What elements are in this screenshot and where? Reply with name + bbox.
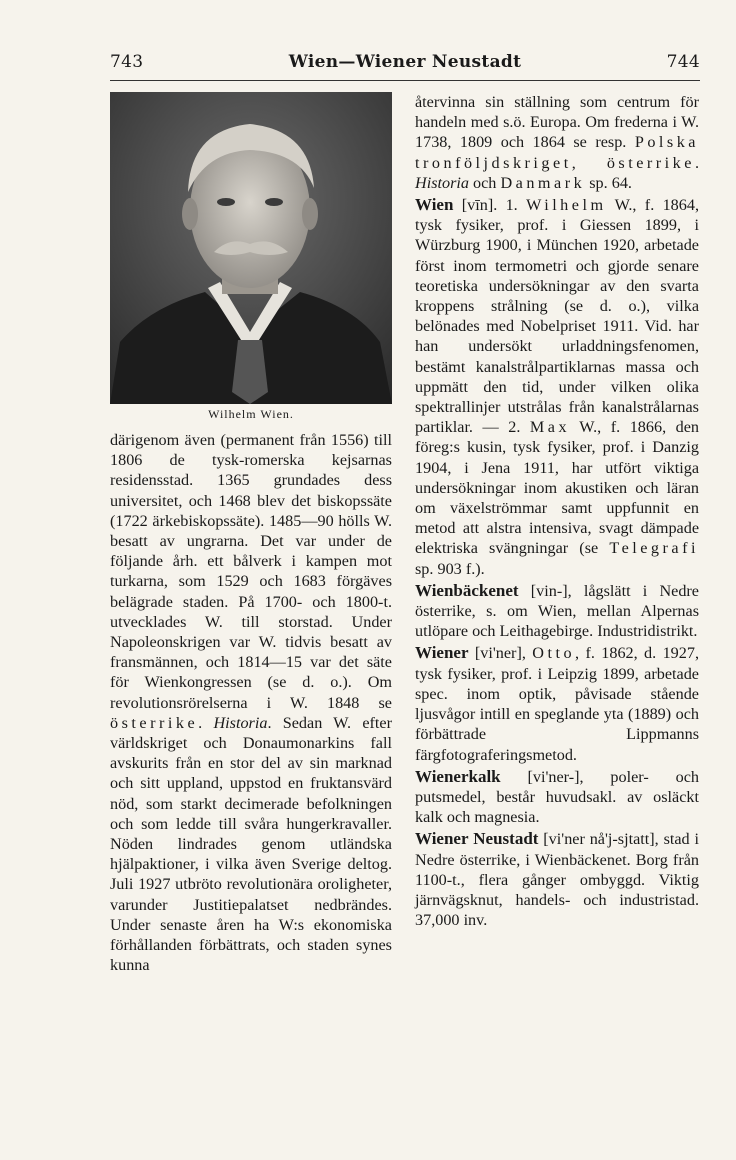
text-run: återvinna sin ställning som centrum för handeln med s.ö. Europa. Om frederna i W. 1738, 1809 och 1864 se resp.: [415, 93, 699, 152]
portrait-photo: [110, 92, 392, 404]
text-run: , f. 1862, d. 1927, tysk fysiker, prof. i Leipzig 1899, arbetade spec. inom optik, påvisade stående ljusvågor intill en speglande yta (1889) och förbättrade Lippmanns färgfotograferingsmetod.: [415, 644, 699, 764]
spaced-reference: Telegrafi: [609, 539, 699, 558]
portrait-illustration: [110, 92, 392, 404]
italic-reference: Historia: [415, 173, 469, 192]
figure-caption: Wilhelm Wien.: [208, 407, 294, 421]
spaced-name: Otto: [532, 644, 576, 663]
header-rule: [110, 80, 700, 81]
text-run: [vi'ner nå'j-sjtatt], stad i Nedre österrike, i Wienbäckenet. Borg från 1100-t., flera gånger ombyggd. Viktig järnvägsknut, handels- och industristad. 37,000 inv.: [415, 830, 699, 930]
page-number-left: 743: [110, 52, 144, 72]
spaced-reference: österrike: [606, 153, 695, 172]
text-run: [vi'ner-], poler- och putsmedel, består huvudsakl. av osläckt kalk och magnesia.: [415, 767, 699, 827]
spaced-reference: Polska tronföljdskriget: [415, 133, 699, 172]
headword: Wiener Neustadt: [415, 829, 539, 849]
text-run: W., f. 1864, tysk fysiker, prof. i Giessen 1899, i Würzburg 1900, i München 1920, arbetade först inom termometri och gjorde senare teoretiska undersökningar av den svarta kroppens strålning (se d. o.), vilka belönades med Nobelpriset 1911. Vid. har han undersökt urladdningsfenomen, bestämt kanalstrålpartiklarnas massa och uppmätt den tid, under vilken olika spektrallinjer utstrålas från kanalstrålarnas partiklar. — 2.: [415, 196, 699, 437]
page-header: [110, 50, 700, 78]
entry-wiener-neustadt: [415, 829, 699, 930]
text-run: därigenom även (permanent från 1556) till 1806 de tysk-romerska kejsarnas residensstad. 1365 grundades dess universitet, och 1468 blev det biskopssäte (1722 ärkebiskopssäte). 1485—90 hölls W. besatt av ungrarna. Det var under de följande årh. ett bålverk i kampen mot turkarna, som 1529 och 1683 förgäves belägrade staden. På 1700- och 1800-t. utvecklades W. till storstad. Under Napoleonskrigen var W. tidvis besatt av fransmännen, och 1814—15 var det säte för Wienkongressen (se d. o.). Om revolutionsrörelserna i W. 1848 se: [110, 431, 392, 712]
running-title: Wien—Wiener Neustadt: [288, 52, 522, 72]
page-number-right: 744: [666, 52, 700, 72]
text-run: . Sedan W. efter världskriget och Donaumonarkins fall avskurits från en stor del av sin marknad och sitt uppland, uppstod en fruktansvärd nöd, som starkt decimerade befolkningen och som ledde till svåra hungerkravaller. Nöden lindrades genom utländska hjälpaktioner, i vilka även Sverige deltog. Juli 1927 utbröto revolutionära oroligheter, varunder Justitiepalatset nedbrändes. Under senaste åren ha W:s ekonomiska förhållanden förbättrats, och staden synes kunna: [110, 713, 392, 975]
headword: Wien: [415, 195, 454, 215]
text-run: [vi'ner],: [468, 644, 533, 663]
spaced-reference: Danmark: [500, 173, 586, 192]
right-column: [415, 92, 699, 930]
entry-wienerkalk: [415, 767, 699, 828]
text-run: .: [198, 713, 214, 732]
headword: Wienerkalk: [415, 766, 501, 786]
text-run: W., f. 1866, den föreg:s kusin, tysk fysiker, prof. i Danzig 1904, i Jena 1911, har utfört viktiga undersökningar inom akustiken och läran om växelströmmar samt uppfunnit en metod att alstra intensiva, svagt dämpade elektriska svängningar (se: [415, 418, 700, 558]
continued-paragraph: [415, 92, 699, 193]
entry-wienbackenet: [415, 581, 699, 642]
body-paragraph: [110, 430, 392, 975]
text-run: sp. 903 f.).: [415, 559, 485, 578]
headword: Wiener: [415, 643, 469, 663]
entry-wiener: [415, 643, 699, 764]
italic-reference: Historia: [213, 713, 268, 732]
headword: Wienbäckenet: [415, 580, 519, 600]
entry-wien: [415, 195, 699, 579]
left-column: [110, 92, 392, 975]
spaced-name: Max: [529, 418, 571, 437]
text-run: [vīn]. 1.: [453, 196, 527, 215]
spaced-name: Wilhelm: [526, 196, 607, 215]
spaced-reference: österrike: [110, 713, 199, 732]
text-run: [vin-], lågslätt i Nedre österrike, s. om Wien, mellan Alpernas utlöpare och Leithagebirge. Industridistrikt.: [415, 581, 699, 641]
text-run: ,: [571, 153, 607, 172]
text-run: sp. 64.: [585, 173, 632, 192]
text-run: .: [694, 153, 699, 172]
text-run: och: [468, 173, 501, 192]
